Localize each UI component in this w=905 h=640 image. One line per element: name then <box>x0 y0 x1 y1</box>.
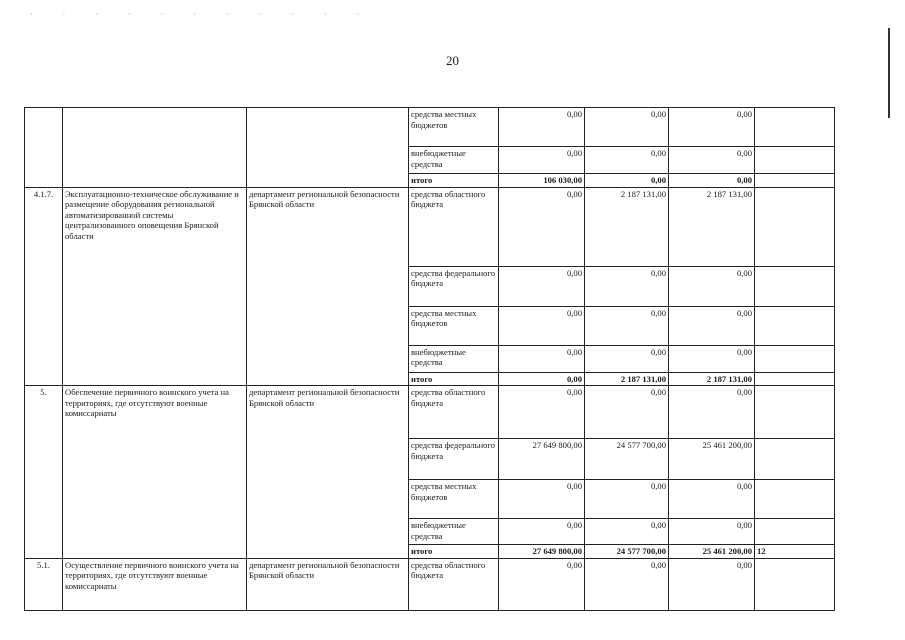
value-cell: 27 649 800,00 <box>499 439 585 480</box>
value-cell: 0,00 <box>669 386 755 439</box>
value-cell: 0,00 <box>669 345 755 372</box>
value-cell: 2 187 131,00 <box>669 372 755 386</box>
value-cell: 0,00 <box>499 266 585 306</box>
scan-dots: · · · · · · · · · · · <box>30 10 374 19</box>
source-cell: внебюджетные средства <box>409 147 499 174</box>
value-cell: 0,00 <box>499 147 585 174</box>
number-cell: 5. <box>25 386 63 559</box>
value-cell: 0,00 <box>669 519 755 545</box>
value-cell: 0,00 <box>499 386 585 439</box>
activity-cell: Обеспечение первичного воинского учета на территориях, где отсутствуют военные комиссариаты <box>63 386 247 559</box>
value-cell: 0,00 <box>585 480 669 519</box>
value-cell: 2 187 131,00 <box>585 372 669 386</box>
value-cell: 0,00 <box>585 386 669 439</box>
source-cell: средства федерального бюджета <box>409 439 499 480</box>
value-cell: 0,00 <box>585 519 669 545</box>
value-cell: 0,00 <box>669 558 755 610</box>
value-cell: 24 577 700,00 <box>585 439 669 480</box>
total-mark-cell: 12 <box>755 545 835 559</box>
table-row <box>25 187 835 266</box>
value-cell: 0,00 <box>499 558 585 610</box>
value-cell: 0,00 <box>585 306 669 345</box>
value-cell: 0,00 <box>499 372 585 386</box>
value-cell: 27 649 800,00 <box>499 545 585 559</box>
scan-edge-mark <box>888 28 890 118</box>
source-cell: средства областного бюджета <box>409 558 499 610</box>
value-cell: 0,00 <box>499 519 585 545</box>
empty-cell <box>755 372 835 386</box>
empty-cell <box>755 147 835 174</box>
source-cell: средства местных бюджетов <box>409 108 499 147</box>
empty-cell <box>755 439 835 480</box>
budget-table <box>24 107 835 611</box>
source-cell: средства областного бюджета <box>409 386 499 439</box>
value-cell: 0,00 <box>499 187 585 266</box>
empty-cell <box>755 519 835 545</box>
empty-cell <box>755 266 835 306</box>
source-cell: средства местных бюджетов <box>409 480 499 519</box>
source-cell: внебюджетные средства <box>409 345 499 372</box>
value-cell: 0,00 <box>499 480 585 519</box>
source-cell: итого <box>409 372 499 386</box>
empty-cell <box>755 174 835 188</box>
value-cell: 0,00 <box>499 306 585 345</box>
empty-cell <box>755 108 835 147</box>
empty-cell <box>755 558 835 610</box>
value-cell: 0,00 <box>669 480 755 519</box>
source-cell: итого <box>409 174 499 188</box>
empty-cell <box>755 187 835 266</box>
value-cell: 0,00 <box>585 266 669 306</box>
value-cell: 0,00 <box>585 174 669 188</box>
value-cell: 0,00 <box>499 108 585 147</box>
page-number: 20 <box>446 53 459 68</box>
table-row <box>25 386 835 439</box>
value-cell: 0,00 <box>669 174 755 188</box>
value-cell: 0,00 <box>585 108 669 147</box>
value-cell: 2 187 131,00 <box>669 187 755 266</box>
executor-cell: департамент региональной безопасности Брянской области <box>247 187 409 386</box>
activity-cell: Эксплуатационно-техническое обслуживание и размещение оборудования региональной автоматизированной системы централизованного оповещения Брянской области <box>63 187 247 386</box>
empty-cell <box>755 306 835 345</box>
executor-cell: департамент региональной безопасности Брянской области <box>247 386 409 559</box>
value-cell: 106 030,00 <box>499 174 585 188</box>
source-cell: внебюджетные средства <box>409 519 499 545</box>
value-cell: 0,00 <box>669 266 755 306</box>
empty-cell <box>755 480 835 519</box>
number-cell: 5.1. <box>25 558 63 610</box>
empty-cell <box>755 345 835 372</box>
source-cell: средства областного бюджета <box>409 187 499 266</box>
activity-cell: Осуществление первичного воинского учета на территориях, где отсутствуют военные комиссариаты <box>63 558 247 610</box>
empty-cell <box>755 386 835 439</box>
value-cell: 0,00 <box>669 108 755 147</box>
value-cell: 0,00 <box>585 147 669 174</box>
executor-cell <box>247 108 409 188</box>
number-cell <box>25 108 63 188</box>
value-cell: 0,00 <box>499 345 585 372</box>
table-row <box>25 108 835 147</box>
activity-cell <box>63 108 247 188</box>
value-cell: 25 461 200,00 <box>669 439 755 480</box>
value-cell: 2 187 131,00 <box>585 187 669 266</box>
number-cell: 4.1.7. <box>25 187 63 386</box>
value-cell: 0,00 <box>585 558 669 610</box>
value-cell: 0,00 <box>669 147 755 174</box>
value-cell: 24 577 700,00 <box>585 545 669 559</box>
executor-cell: департамент региональной безопасности Брянской области <box>247 558 409 610</box>
value-cell: 25 461 200,00 <box>669 545 755 559</box>
source-cell: средства местных бюджетов <box>409 306 499 345</box>
source-cell: итого <box>409 545 499 559</box>
value-cell: 0,00 <box>585 345 669 372</box>
value-cell: 0,00 <box>669 306 755 345</box>
table-row <box>25 558 835 610</box>
source-cell: средства федерального бюджета <box>409 266 499 306</box>
